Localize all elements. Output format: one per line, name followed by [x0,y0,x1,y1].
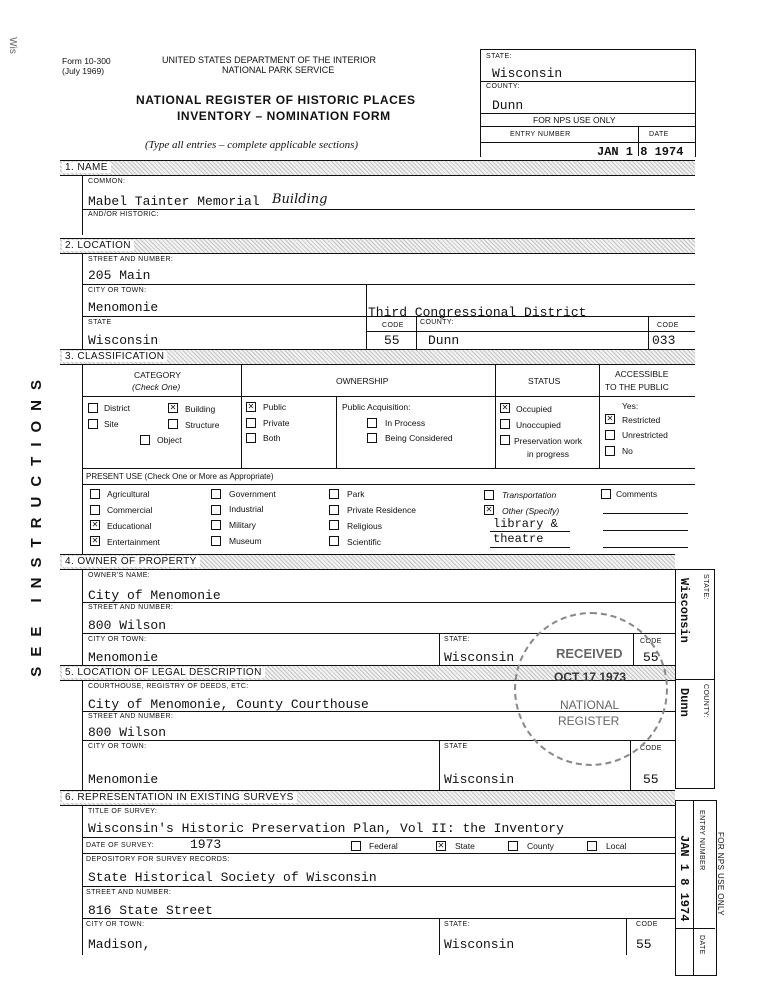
public-label: Public [263,402,287,412]
entertainment-label: Entertainment [107,537,160,547]
state-label: STATE: [486,53,512,60]
building-label: Building [185,404,216,414]
private-checkbox[interactable] [246,418,256,428]
unoccupied-checkbox[interactable] [500,419,510,429]
district-label: District [104,403,130,413]
unrestricted-checkbox[interactable] [605,430,615,440]
entry-number-label: ENTRY NUMBER [510,131,571,138]
commercial-label: Commercial [107,505,153,515]
survey-state-value[interactable]: Wisconsin [444,937,515,952]
section-legal-title: 5. LOCATION OF LEGAL DESCRIPTION [62,667,265,678]
side-entry-label: ENTRY NUMBER [698,810,705,871]
historic-label: AND/OR HISTORIC: [88,211,159,218]
owner-street-value[interactable]: 800 Wilson [88,618,167,633]
commercial-checkbox[interactable] [90,505,100,515]
survey-county-label: County [527,841,554,851]
county-value-2[interactable]: Dunn [428,333,460,348]
agricultural-label: Agricultural [107,489,150,499]
museum-label: Museum [229,536,262,546]
federal-checkbox[interactable] [351,841,361,851]
comments-label: Comments [616,489,658,499]
survey-state-field-label: STATE: [444,921,470,928]
county-checkbox[interactable] [508,841,518,851]
site-label: Site [104,419,119,429]
government-checkbox[interactable] [211,489,221,499]
transportation-label: Transportation [502,490,557,500]
section-owner-title: 4. OWNER OF PROPERTY [62,556,200,567]
side-date-label: DATE [698,935,705,955]
county-label-2: COUNTY: [420,319,454,326]
section-name-title: 1. NAME [62,162,111,173]
section-location-title: 2. LOCATION [62,240,134,251]
city-label: CITY OR TOWN: [88,287,147,294]
park-checkbox[interactable] [329,489,339,499]
being-considered-label: Being Considered [385,433,453,443]
code-label: CODE [382,322,404,329]
survey-title-value[interactable]: Wisconsin's Historic Preservation Plan, Vol II: the Inventory [88,821,564,836]
public-acquisition-label: Public Acquisition: [342,402,411,412]
side-state-value: Wisconsin [677,578,691,643]
nps-use-only: FOR NPS USE ONLY [533,115,616,125]
unoccupied-label: Unoccupied [516,420,561,430]
preservation-label: Preservation work [514,436,583,446]
section-surveys-title: 6. REPRESENTATION IN EXISTING SURVEYS [62,792,297,803]
object-label: Object [157,435,182,445]
both-checkbox[interactable] [246,433,256,443]
county-label: COUNTY: [486,83,520,90]
department: UNITED STATES DEPARTMENT OF THE INTERIOR [162,55,377,65]
legal-code-label: CODE [640,745,662,752]
building-checkbox[interactable]: ✕ [169,403,177,412]
object-checkbox[interactable] [140,435,150,445]
occupied-checkbox[interactable]: ✕ [501,403,509,412]
other-value-2[interactable]: theatre [493,532,544,546]
service: NATIONAL PARK SERVICE [222,65,335,75]
local-checkbox[interactable] [587,841,597,851]
other-value-1[interactable]: library & [493,517,558,531]
legal-city-value[interactable]: Menomonie [88,772,159,787]
legal-state-value[interactable]: Wisconsin [444,772,515,787]
courthouse-value[interactable]: City of Menomonie, County Courthouse [88,697,369,712]
both-label: Both [263,433,281,443]
date-label: DATE [649,131,669,138]
owner-city-value[interactable]: Menomonie [88,650,159,665]
site-checkbox[interactable] [88,419,98,429]
legal-city-label: CITY OR TOWN: [88,743,147,750]
district-checkbox[interactable] [88,403,98,413]
preservation-label-2: in progress [527,449,570,459]
section-surveys-bar [60,790,675,806]
side-state-label: STATE: [702,574,709,600]
entertainment-checkbox[interactable]: ✕ [91,536,99,545]
side-entry-stamp: JAN 1 8 1974 [677,835,691,922]
form-title: NATIONAL REGISTER OF HISTORIC PLACES [136,93,416,107]
form-number: Form 10-300 [62,56,111,66]
date-stamp: JAN 1 8 1974 [597,145,684,159]
agricultural-checkbox[interactable] [90,489,100,499]
section-name-bar [60,160,695,176]
city-value[interactable]: Menomonie [88,300,159,315]
state-value-2[interactable]: Wisconsin [88,333,159,348]
stamp-received: RECEIVED [556,646,623,661]
being-considered-checkbox[interactable] [367,433,377,443]
depository-label: DEPOSITORY FOR SURVEY RECORDS: [86,856,230,863]
owner-name-value[interactable]: City of Menomonie [88,588,221,603]
state-checkbox[interactable]: ✕ [437,841,445,850]
depository-value[interactable]: State Historical Society of Wisconsin [88,870,377,885]
stamp-register: REGISTER [558,714,620,728]
code-value[interactable]: 55 [384,333,400,348]
owner-code-label: CODE [640,638,662,645]
structure-label: Structure [185,420,220,430]
state-value[interactable]: Wisconsin [492,66,563,81]
form-subtitle: INVENTORY – NOMINATION FORM [177,109,391,123]
yes-label: Yes: [622,401,639,411]
scientific-label: Scientific [347,537,382,547]
owner-street-label: STREET AND NUMBER: [88,604,174,611]
category-header: CATEGORY [134,370,181,380]
side-county-label: COUNTY: [702,684,709,718]
survey-street-label: STREET AND NUMBER: [86,889,172,896]
survey-date-value[interactable]: 1973 [190,837,222,852]
museum-checkbox[interactable] [211,536,221,546]
status-header: STATUS [528,376,561,386]
religious-label: Religious [347,521,382,531]
in-process-checkbox[interactable] [367,418,377,428]
survey-code-value[interactable]: 55 [636,937,652,952]
educational-label: Educational [107,521,152,531]
restricted-checkbox[interactable]: ✕ [606,414,614,423]
state-label-2: STATE [88,319,112,326]
preservation-checkbox[interactable] [500,435,510,445]
survey-date-label: DATE OF SURVEY: [86,842,154,849]
section-location-bar [60,238,695,254]
section-classification-title: 3. CLASSIFICATION [62,351,167,362]
scientific-checkbox[interactable] [329,536,339,546]
local-label: Local [606,841,627,851]
accessible-header: ACCESSIBLE [615,369,669,379]
no-checkbox[interactable] [605,446,615,456]
survey-city-label: CITY OR TOWN: [86,921,145,928]
industrial-checkbox[interactable] [211,505,221,515]
accessible-header-2: TO THE PUBLIC [605,382,669,392]
street-label: STREET AND NUMBER: [88,256,174,263]
military-label: Military [229,520,256,530]
public-checkbox[interactable]: ✕ [247,402,255,411]
code-value-2[interactable]: 033 [652,333,676,348]
legal-street-label: STREET AND NUMBER: [88,713,174,720]
common-handwritten: Building [272,192,328,207]
common-name[interactable]: Mabel Tainter Memorial [88,194,260,209]
common-label: COMMON: [88,178,126,185]
unrestricted-label: Unrestricted [622,430,668,440]
congressional-district[interactable]: Third Congressional District [368,305,587,320]
survey-city-value[interactable]: Madison, [88,937,151,952]
structure-checkbox[interactable] [168,419,178,429]
owner-city-label: CITY OR TOWN: [88,636,147,643]
see-instructions: SEE INSTRUCTIONS [28,370,45,677]
legal-state-label: STATE [444,743,468,750]
street-value[interactable]: 205 Main [88,268,151,283]
religious-checkbox[interactable] [329,520,339,530]
other-label: Other (Specify) [502,506,560,516]
owner-name-label: OWNER'S NAME: [88,572,151,579]
restricted-label: Restricted [622,415,661,425]
form-date: (July 1969) [62,66,105,76]
owner-code-value[interactable]: 55 [643,650,659,665]
owner-state-label: STATE: [444,636,470,643]
stamp-national: NATIONAL [560,698,620,712]
educational-checkbox[interactable]: ✕ [91,520,99,529]
survey-state-label: State [455,841,475,851]
military-checkbox[interactable] [211,520,221,530]
in-process-label: In Process [385,418,426,428]
survey-title-label: TITLE OF SURVEY: [88,808,158,815]
park-label: Park [347,489,365,499]
owner-state-value[interactable]: Wisconsin [444,650,515,665]
section-classification-bar [60,349,695,365]
occupied-label: Occupied [516,404,552,414]
stamp-date: OCT 17 1973 [554,670,627,684]
private-label: Private [263,418,290,428]
received-stamp [514,612,668,766]
other-checkbox[interactable]: ✕ [485,505,493,514]
transportation-checkbox[interactable] [484,490,494,500]
side-nps-label: FOR NPS USE ONLY [716,832,725,917]
survey-street-value[interactable]: 816 State Street [88,903,213,918]
courthouse-label: COURTHOUSE, REGISTRY OF DEEDS, ETC: [88,683,249,690]
margin-note: Wis [6,37,18,54]
no-label: No [622,446,633,456]
instruction: (Type all entries – complete applicable sections) [145,139,359,151]
private-residence-checkbox[interactable] [329,505,339,515]
legal-street-value[interactable]: 800 Wilson [88,725,167,740]
county-value[interactable]: Dunn [492,98,524,113]
industrial-label: Industrial [229,504,264,514]
government-label: Government [229,489,276,499]
present-use-header: PRESENT USE (Check One or More as Appropriate) [86,472,274,481]
ownership-header: OWNERSHIP [336,376,389,386]
side-county-value: Dunn [677,688,691,717]
code-label-2: CODE [657,322,679,329]
federal-label: Federal [369,841,398,851]
legal-code-value[interactable]: 55 [643,772,659,787]
section-owner-bar [60,554,675,570]
private-residence-label: Private Residence [347,505,416,515]
comments-checkbox[interactable] [601,489,611,499]
check-one: (Check One) [132,382,181,392]
survey-code-label: CODE [636,921,658,928]
